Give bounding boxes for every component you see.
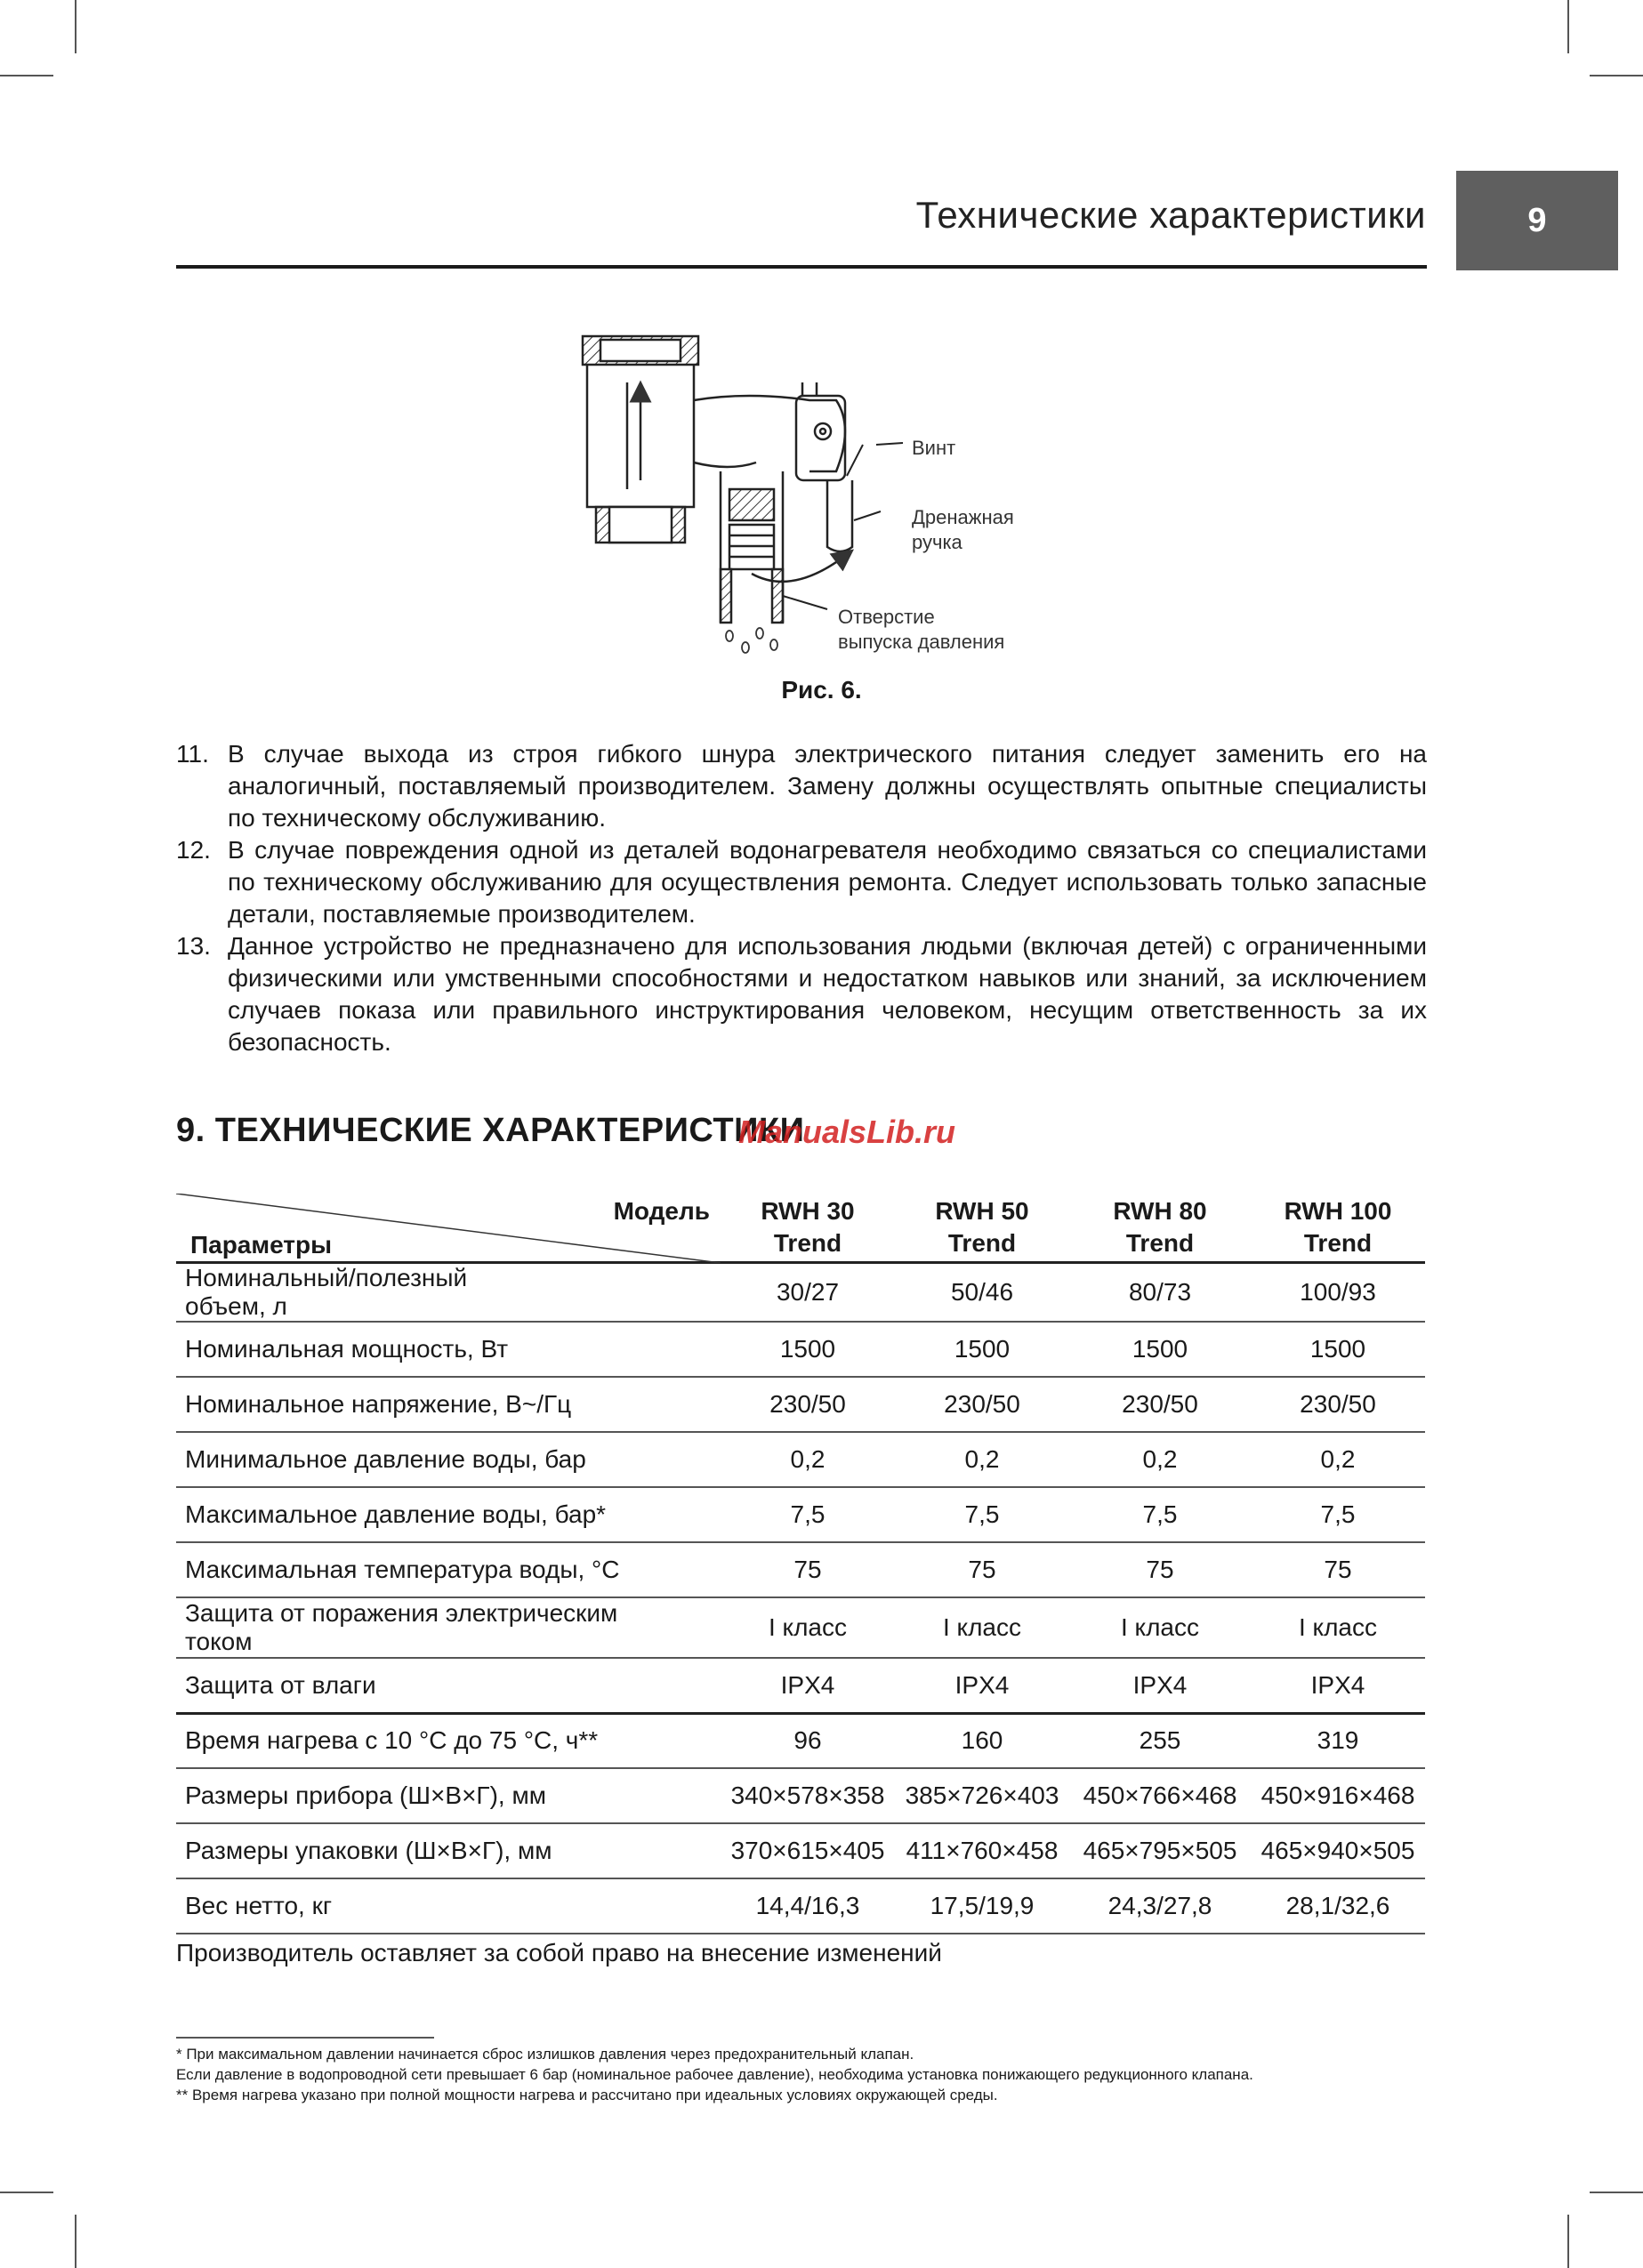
model-series: Trend xyxy=(1125,1229,1195,1257)
list-item xyxy=(176,834,1427,930)
label-screw: Винт xyxy=(912,437,956,459)
param-cell: Размеры прибора (Ш×В×Г), мм xyxy=(176,1768,721,1823)
value-cell: IPX4 xyxy=(1251,1658,1425,1713)
footnote: * При максимальном давлении начинается сброс излишков давления через предохранительный клапан. xyxy=(176,2046,914,2063)
list-item-number: 13. xyxy=(176,932,211,960)
value-cell: 230/50 xyxy=(1069,1377,1251,1432)
value-cell: 160 xyxy=(895,1713,1069,1768)
list-item-number: 11. xyxy=(176,740,209,768)
table-header-corner xyxy=(176,1194,721,1263)
footnotes xyxy=(176,2044,1427,2105)
value-cell: 385×726×403 xyxy=(895,1768,1069,1823)
value-cell: 75 xyxy=(895,1542,1069,1597)
value-cell: 230/50 xyxy=(1251,1377,1425,1432)
model-series: Trend xyxy=(1303,1229,1373,1257)
label-outlet xyxy=(838,605,1004,654)
label-outlet-line1: Отверстие xyxy=(838,606,935,628)
specifications-table xyxy=(176,1194,1425,1934)
crop-mark xyxy=(75,2215,77,2268)
value-cell: 75 xyxy=(1069,1542,1251,1597)
value-cell: 450×766×468 xyxy=(1069,1768,1251,1823)
value-cell: 7,5 xyxy=(895,1487,1069,1542)
table-row xyxy=(176,1713,1425,1768)
model-name: RWH 100 xyxy=(1284,1197,1392,1225)
list-item-number: 12. xyxy=(176,836,211,864)
value-cell: I класс xyxy=(721,1597,895,1658)
model-name: RWH 50 xyxy=(935,1197,1029,1225)
header-rule xyxy=(176,265,1427,269)
footnote-rule xyxy=(176,2037,434,2039)
value-cell: I класс xyxy=(1251,1597,1425,1658)
value-cell: 0,2 xyxy=(1251,1432,1425,1487)
value-cell: IPX4 xyxy=(895,1658,1069,1713)
value-cell: IPX4 xyxy=(1069,1658,1251,1713)
param-cell: Время нагрева с 10 °С до 75 °С, ч** xyxy=(176,1713,721,1768)
watermark: ManualsLib.ru xyxy=(738,1114,956,1150)
table-row xyxy=(176,1597,1425,1658)
value-cell: 0,2 xyxy=(895,1432,1069,1487)
model-header xyxy=(1251,1194,1425,1263)
list-item xyxy=(176,930,1427,1058)
crop-mark xyxy=(0,75,53,76)
value-cell: 7,5 xyxy=(1069,1487,1251,1542)
value-cell: 319 xyxy=(1251,1713,1425,1768)
model-header xyxy=(895,1194,1069,1263)
crop-mark xyxy=(1590,75,1643,76)
table-row xyxy=(176,1377,1425,1432)
crop-mark xyxy=(75,0,77,53)
table-row xyxy=(176,1322,1425,1377)
page-number-tab: 9 xyxy=(1456,171,1618,270)
table-row xyxy=(176,1542,1425,1597)
section-title: 9. ТЕХНИЧЕСКИЕ ХАРАКТЕРИСТИКИ xyxy=(176,1112,805,1149)
value-cell: 230/50 xyxy=(721,1377,895,1432)
header-params-label: Параметры xyxy=(190,1231,333,1259)
list-item-text: Данное устройство не предназначено для использования людьми (включая детей) с ограниченными физическими или умственными способностями и недостатком навыков или знаний, за исключением случаев показа или правильного инструктирования человеком, несущим ответственность за их безопасность. xyxy=(228,932,1427,1056)
param-cell: Номинальное напряжение, В~/Гц xyxy=(176,1377,721,1432)
table-row xyxy=(176,1487,1425,1542)
page-header-title: Технические характеристики xyxy=(915,194,1426,236)
footnote: ** Время нагрева указано при полной мощности нагрева и рассчитано при идеальных условиях окружающей среды. xyxy=(176,2087,998,2103)
model-header xyxy=(1069,1194,1251,1263)
list-item xyxy=(176,738,1427,834)
list-item-text: В случае выхода из строя гибкого шнура электрического питания следует заменить его на аналогичный, поставляемый производителем. Замену должны осуществлять опытные специалисты по техническому обслуживанию. xyxy=(228,740,1427,832)
param-cell: Защита от влаги xyxy=(176,1658,721,1713)
value-cell: 100/93 xyxy=(1251,1263,1425,1323)
model-name: RWH 30 xyxy=(761,1197,855,1225)
param-cell: Защита от поражения электрическим током xyxy=(176,1597,721,1658)
label-outlet-line2: выпуска давления xyxy=(838,630,1005,653)
value-cell: 465×795×505 xyxy=(1069,1823,1251,1878)
value-cell: 255 xyxy=(1069,1713,1251,1768)
header-model-label: Модель xyxy=(613,1197,710,1225)
param-cell: Размеры упаковки (Ш×В×Г), мм xyxy=(176,1823,721,1878)
model-name: RWH 80 xyxy=(1113,1197,1207,1225)
param-cell: Номинальный/полезный объем, л xyxy=(176,1263,721,1323)
value-cell: 96 xyxy=(721,1713,895,1768)
value-cell: 7,5 xyxy=(1251,1487,1425,1542)
value-cell: 75 xyxy=(1251,1542,1425,1597)
value-cell: 7,5 xyxy=(721,1487,895,1542)
value-cell: 80/73 xyxy=(1069,1263,1251,1323)
instructions-list xyxy=(176,738,1427,1058)
footnote: Если давление в водопроводной сети превышает 6 бар (номинальное рабочее давление), необходима установка понижающего редукционного клапана. xyxy=(176,2066,1253,2083)
table-row xyxy=(176,1878,1425,1934)
label-drain-handle xyxy=(912,505,1014,554)
value-cell: IPX4 xyxy=(721,1658,895,1713)
value-cell: I класс xyxy=(1069,1597,1251,1658)
model-series: Trend xyxy=(947,1229,1017,1257)
value-cell: 0,2 xyxy=(721,1432,895,1487)
model-series: Trend xyxy=(773,1229,842,1257)
figure-caption: Рис. 6. xyxy=(781,676,862,704)
list-item-text: В случае повреждения одной из деталей водонагревателя необходимо связаться со специалистами по техническому обслуживанию для осуществления ремонта. Следует использовать только запасные детали, поставляемые производителем. xyxy=(228,836,1427,928)
value-cell: 1500 xyxy=(1251,1322,1425,1377)
value-cell: 75 xyxy=(721,1542,895,1597)
crop-mark xyxy=(1567,0,1569,53)
table-row xyxy=(176,1823,1425,1878)
param-cell: Номинальная мощность, Вт xyxy=(176,1322,721,1377)
value-cell: 370×615×405 xyxy=(721,1823,895,1878)
value-cell: 230/50 xyxy=(895,1377,1069,1432)
value-cell: 465×940×505 xyxy=(1251,1823,1425,1878)
value-cell: 0,2 xyxy=(1069,1432,1251,1487)
table-header-row xyxy=(176,1194,1425,1263)
value-cell: 17,5/19,9 xyxy=(895,1878,1069,1934)
label-drain-handle-line1: Дренажная xyxy=(912,506,1014,528)
value-cell: 1500 xyxy=(721,1322,895,1377)
valve-figure xyxy=(569,329,1067,667)
param-cell: Максимальное давление воды, бар* xyxy=(176,1487,721,1542)
value-cell: 14,4/16,3 xyxy=(721,1878,895,1934)
param-cell: Максимальная температура воды, °С xyxy=(176,1542,721,1597)
manufacturer-note: Производитель оставляет за собой право на внесение изменений xyxy=(176,1939,942,1966)
crop-mark xyxy=(0,2192,53,2193)
crop-mark xyxy=(1567,2215,1569,2268)
value-cell: 50/46 xyxy=(895,1263,1069,1323)
model-header xyxy=(721,1194,895,1263)
label-drain-handle-line2: ручка xyxy=(912,530,962,553)
table-row xyxy=(176,1658,1425,1713)
value-cell: 1500 xyxy=(895,1322,1069,1377)
crop-mark xyxy=(1590,2192,1643,2193)
value-cell: 1500 xyxy=(1069,1322,1251,1377)
table-row xyxy=(176,1263,1425,1323)
param-cell: Минимальное давление воды, бар xyxy=(176,1432,721,1487)
value-cell: 30/27 xyxy=(721,1263,895,1323)
value-cell: 28,1/32,6 xyxy=(1251,1878,1425,1934)
value-cell: 340×578×358 xyxy=(721,1768,895,1823)
value-cell: 450×916×468 xyxy=(1251,1768,1425,1823)
param-cell: Вес нетто, кг xyxy=(176,1878,721,1934)
value-cell: 24,3/27,8 xyxy=(1069,1878,1251,1934)
table-row xyxy=(176,1768,1425,1823)
value-cell: I класс xyxy=(895,1597,1069,1658)
table-row xyxy=(176,1432,1425,1487)
value-cell: 411×760×458 xyxy=(895,1823,1069,1878)
